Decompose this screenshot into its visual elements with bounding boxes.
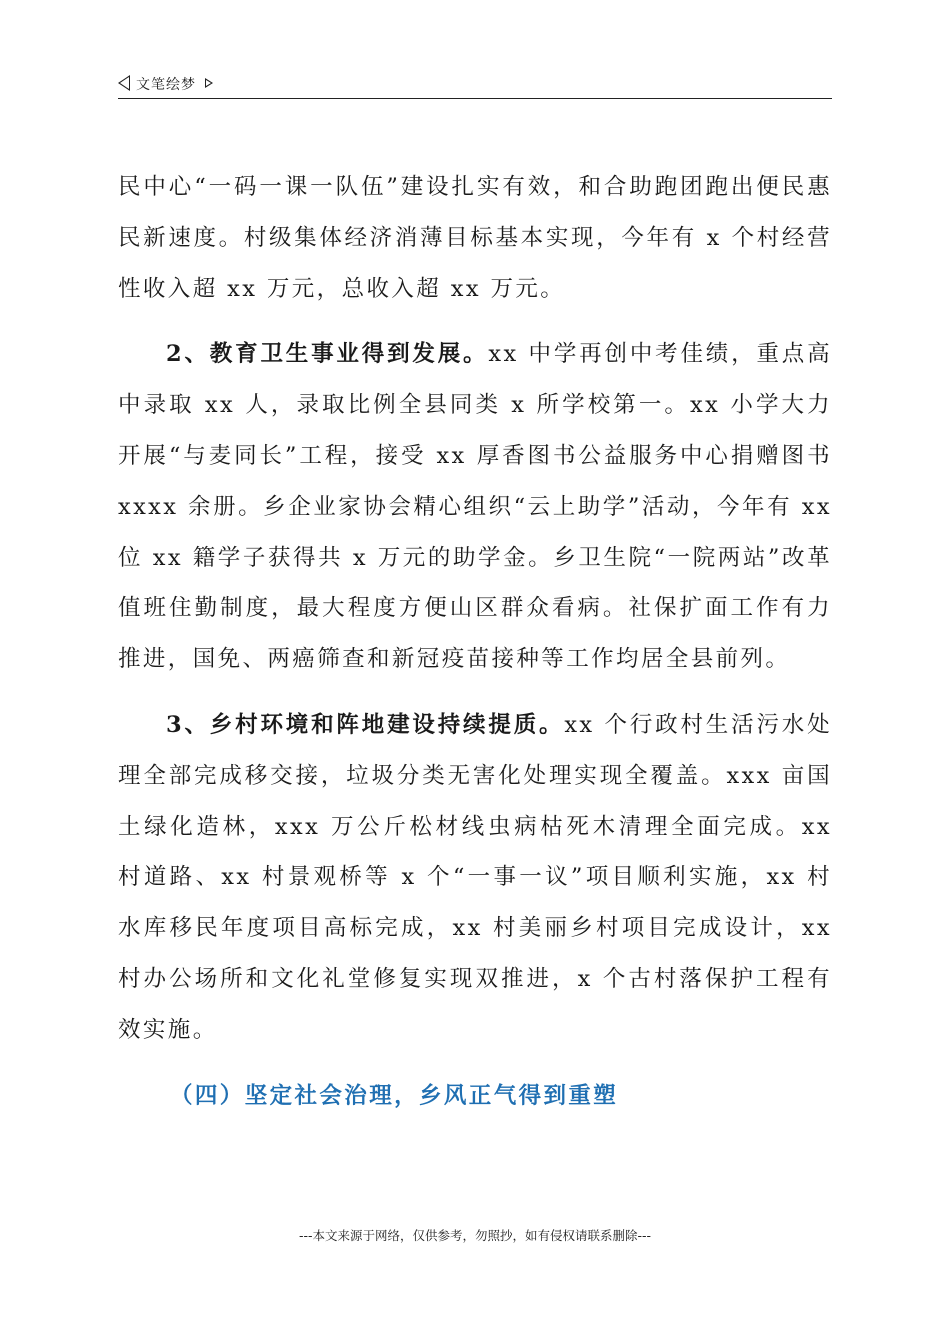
paragraph-2 bbox=[118, 329, 832, 685]
paragraph-lead: 3、乡村环境和阵地建设持续提质。 bbox=[166, 711, 565, 738]
paragraph-3 bbox=[118, 700, 832, 1056]
paragraph-text: xx 个行政村生活污水处理全部完成移交接，垃圾分类无害化处理实现全覆盖。xxx 亩国土绿化造林，xxx 万公斤松材线虫病枯死木清理全面完成。xx 村道路、xx 村景观桥等 x 个“一事一议”项目顺利实施，xx 村水库移民年度项目高标完成，xx 村美丽乡村项目完成设计，xx 村办公场所和文化礼堂修复实现双推进，x 个古村落保护工程有效实施。 bbox=[118, 711, 832, 1043]
paragraph-text: xx 中学再创中考佳绩，重点高中录取 xx 人，录取比例全县同类 x 所学校第一。xx 小学大力开展“与麦同长”工程，接受 xx 厚香图书公益服务中心捐赠图书 xxxx 余册。乡企业家协会精心组织“云上助学”活动，今年有 xx 位 xx 籍学子获得共 x 万元的助学金。乡卫生院“一院两站”改革值班住勤制度，最大程度方便山区群众看病。社保扩面工作有力推进，国免、两癌筛查和新冠疫苗接种等工作均居全县前列。 bbox=[118, 341, 832, 673]
page-footer: ---本文来源于网络，仅供参考，勿照抄，如有侵权请联系删除--- bbox=[298, 1228, 652, 1243]
triangle-right-icon bbox=[205, 78, 213, 88]
triangle-left-icon bbox=[118, 75, 130, 91]
header-brand: 文笔绘梦 bbox=[136, 77, 196, 93]
paragraph-lead: 2、教育卫生事业得到发展。 bbox=[166, 341, 489, 368]
paragraph-1 bbox=[118, 162, 832, 314]
section-heading: （四）坚定社会治理，乡风正气得到重塑 bbox=[170, 1082, 619, 1109]
document-body bbox=[118, 162, 832, 1121]
page-header bbox=[118, 72, 832, 99]
paragraph-text: 民中心“一码一课一队伍”建设扎实有效，和合助跑团跑出便民惠民新速度。村级集体经济消薄目标基本实现，今年有 x 个村经营性收入超 xx 万元，总收入超 xx 万元。 bbox=[118, 174, 832, 302]
